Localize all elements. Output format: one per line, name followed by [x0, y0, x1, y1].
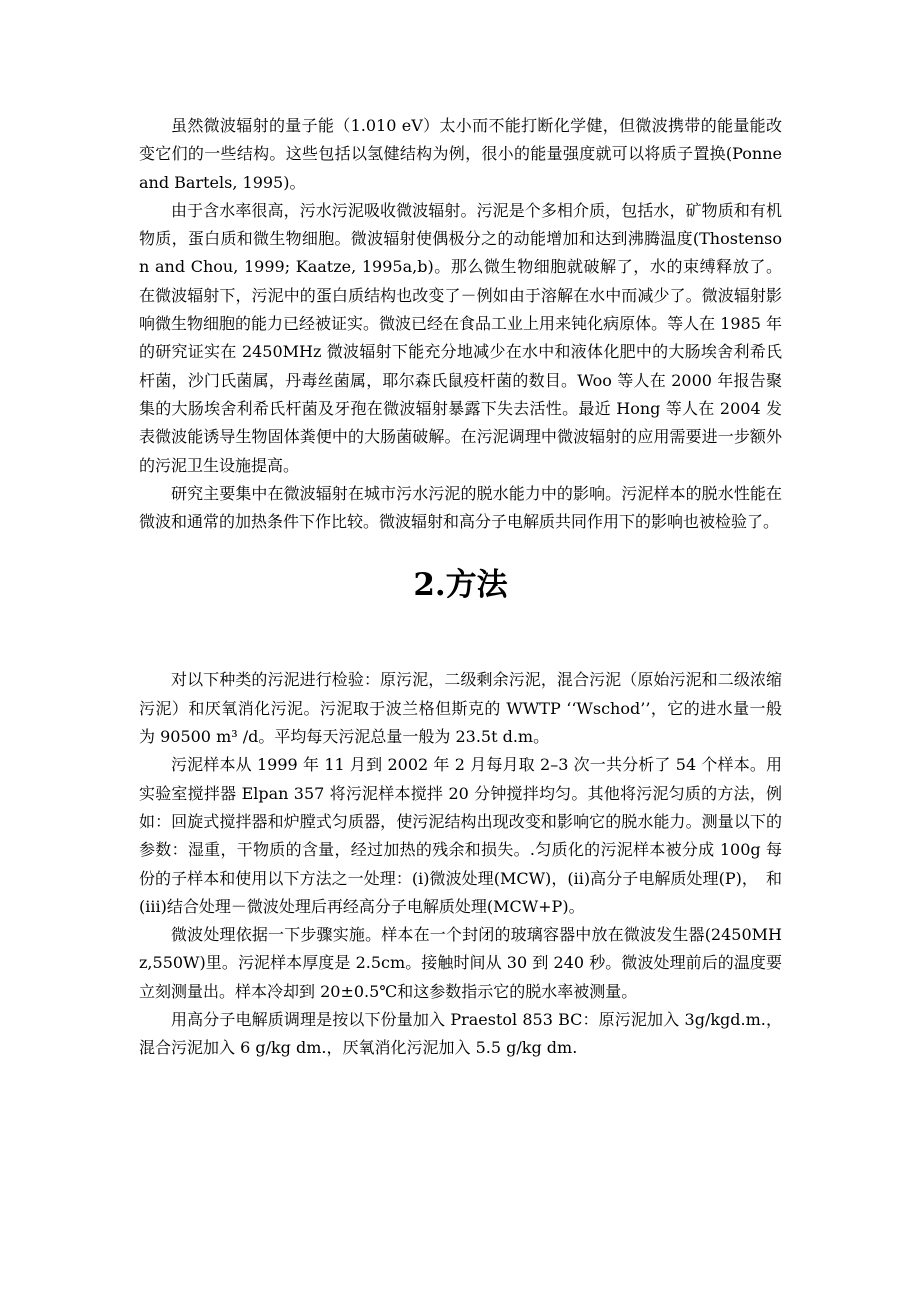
paragraph-sampling: 污泥样本从 1999 年 11 月到 2002 年 2 月每月取 2–3 次一共分析了 54 个样本。用实验室搅拌器 Elpan 357 将污泥样本搅拌 20 分钟搅拌均匀。其他将污泥匀质的方法，例如：回旋式搅拌器和炉膛式匀质器，使污泥结构出现改变和影响它的脱水能力。测量以下的参数：湿重，干物质的含量，经过加热的残余和损失。.匀质化的污泥样本被分成 100g 每份的子样本和使用以下方法之一处理：(i)微波处理(MCW)，(ii)高分子电解质处理(P)， 和 (iii)结合处理－微波处理后再经高分子电解质处理(MCW+P)。 — [139, 755, 799, 916]
spacer — [139, 652, 782, 666]
paragraph-polyelectrolyte-dosing: 用高分子电解质调理是按以下份量加入 Praestol 853 BC：原污泥加入 3g/kgd.m.，混合污泥加入 6 g/kg dm.，厌氧消化污泥加入 5.5 g/kg dm. — [139, 1010, 782, 1058]
document-page — [139, 112, 799, 1063]
paragraph-sludge-absorption: 由于含水率很高，污水污泥吸收微波辐射。污泥是个多相介质，包括水，矿物质和有机物质，蛋白质和微生物细胞。微波辐射使偶极分之的动能增加和达到沸腾温度(Thostenson and Chou, 1999; Kaatze, 1995a,b)。那么微生物细胞就破解了，水的束缚释放了。在微波辐射下，污泥中的蛋白质结构也改变了－例如由于溶解在水中而减少了。微波辐射影响微生物细胞的能力已经被证实。微波已经在食品工业上用来钝化病原体。等人在 1985 年的研究证实在 2450MHz 微波辐射下能充分地减少在水中和液体化肥中的大肠埃舍利希氏杆菌，沙门氏菌属，丹毒丝菌属，耶尔森氏鼠疫杆菌的数目。Woo 等人在 2000 年报告聚集的大肠埃舍利希氏杆菌及牙孢在微波辐射暴露下失去活性。最近 Hong 等人在 2004 发表微波能诱导生物固体粪便中的大肠菌破解。在污泥调理中微波辐射的应用需要进一步额外的污泥卫生设施提高。 — [139, 200, 782, 475]
paragraph-microwave-procedure: 微波处理依据一下步骤实施。样本在一个封闭的玻璃容器中放在微波发生器(2450MHz,550W)里。污泥样本厚度是 2.5cm。接触时间从 30 到 240 秒。微波处理前后的温度要立刻测量出。样本冷却到 20±0.5℃和这参数指示它的脱水率被测量。 — [139, 925, 782, 1001]
paragraph-microwave-quantum-energy: 虽然微波辐射的量子能（1.010 eV）太小而不能打断化学健，但微波携带的能量能改变它们的一些结构。这些包括以氢健结构为例，很小的能量强度就可以将质子置换(Ponne and Bartels, 1995)。 — [139, 116, 782, 192]
section-heading-methods: 2.方法 — [413, 567, 508, 604]
paragraph-sludge-types: 对以下种类的污泥进行检验：原污泥，二级剩余污泥，混合污泥（原始污泥和二级浓缩污泥）和厌氧消化污泥。污泥取于波兰格但斯克的 WWTP ‘‘Wschod’’，它的进水量一般为 90500 m³ /d。平均每天污泥总量一般为 23.5t d.m。 — [139, 670, 782, 747]
paragraph-research-focus: 研究主要集中在微波辐射在城市污水污泥的脱水能力中的影响。污泥样本的脱水性能在微波和通常的加热条件下作比较。微波辐射和高分子电解质共同作用下的影响也被检验了。 — [139, 483, 782, 532]
